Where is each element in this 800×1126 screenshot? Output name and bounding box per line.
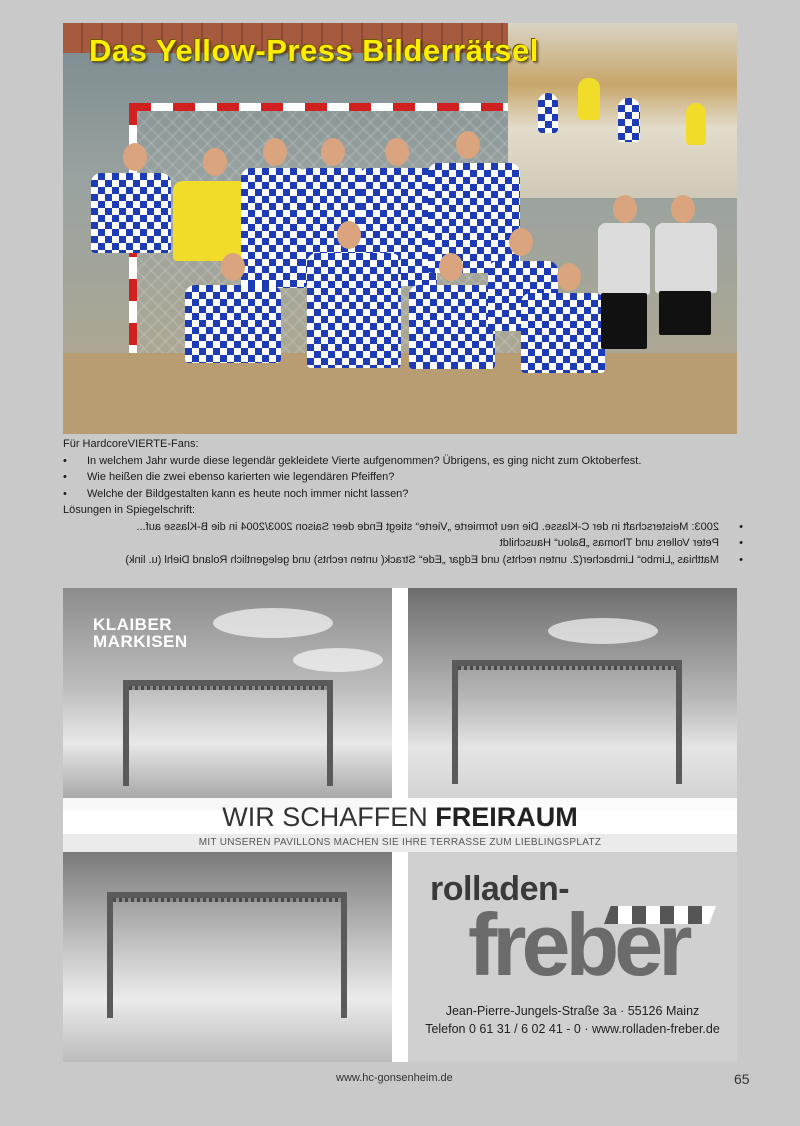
player-head [509, 228, 533, 256]
pavilion-photo-1 [63, 588, 392, 810]
referee-head [671, 195, 695, 223]
player [91, 173, 171, 253]
player-head [385, 138, 409, 166]
quiz-questions [63, 453, 743, 503]
company-phone: Telefon 0 61 31 / 6 02 41 - 0 · www.rolladen-freber.de [425, 1022, 720, 1036]
player-head [439, 253, 463, 281]
quiz-text [63, 436, 743, 568]
inset-player [538, 93, 558, 133]
team-photo [63, 23, 737, 434]
solution-item: • 2003: Meisterschaft in der C-Klasse. Die neu formierte „Vierte“ stiegt Ende deer Saison 2003/2004 in die B-Klasse auf... [63, 519, 743, 536]
advertisement [63, 588, 737, 1062]
quiz-question: • Wie heißen die zwei ebenso karierten wie legendären Pfeiffen? [63, 469, 743, 486]
quiz-question: • In welchem Jahr wurde diese legendär gekleidete Vierte aufgenommen? Übrigens, es ging nicht zum Oktoberfest. [63, 453, 743, 470]
slogan-bold: FREIRAUM [435, 802, 578, 832]
quiz-question: • Welche der Bildgestalten kann es heute noch immer nicht lassen? [63, 486, 743, 503]
ad-slogan [63, 802, 737, 833]
referee-shorts [659, 291, 711, 335]
referee [598, 223, 650, 295]
brand-line: MARKISEN [93, 632, 188, 651]
company-address: Jean-Pierre-Jungels-Straße 3a · 55126 Mainz [445, 1004, 700, 1018]
referee-head [613, 195, 637, 223]
klaiber-logo [93, 616, 188, 650]
slogan-plain: WIR SCHAFFEN [222, 802, 436, 832]
player-head [123, 143, 147, 171]
pavilion-frame [123, 680, 333, 786]
inset-player [578, 78, 600, 120]
player [307, 253, 401, 368]
footer-url: www.hc-gonsenheim.de [336, 1072, 453, 1084]
brand-line: KLAIBER [93, 615, 173, 634]
pavilion-photo-3 [63, 852, 392, 1062]
player [241, 168, 307, 288]
player-head [456, 131, 480, 159]
player-head [263, 138, 287, 166]
cloud [293, 648, 383, 672]
pavilion-photo-2 [408, 588, 737, 810]
player-head [337, 221, 361, 249]
logo-top-text: rolladen- [430, 870, 570, 908]
pavilion-frame [452, 660, 682, 784]
solutions-heading: Lösungen in Spiegelschrift: [63, 504, 196, 516]
logo-main-text: freber [468, 895, 688, 994]
inset-player [618, 98, 640, 142]
player-head [203, 148, 227, 176]
player-head [557, 263, 581, 291]
player-head [321, 138, 345, 166]
solution-item: • Peter Vollers und Thomas „Balou“ Hauschildt [63, 535, 743, 552]
mirrored-solutions [63, 519, 743, 569]
player [521, 293, 605, 373]
player [185, 285, 281, 363]
referee [655, 223, 717, 293]
referee-shorts [601, 293, 647, 349]
ad-subline: MIT UNSEREN PAVILLONS MACHEN SIE IHRE TERRASSE ZUM LIEBLINGSPLATZ [63, 834, 737, 852]
goalkeeper [173, 181, 251, 261]
pavilion-frame [107, 892, 347, 1018]
cloud [548, 618, 658, 644]
player [409, 285, 495, 369]
photo-title: Das Yellow-Press Bilderrätsel [89, 33, 539, 68]
action-inset-photo [508, 23, 737, 198]
cloud [213, 608, 333, 638]
company-contact [408, 1002, 737, 1038]
player-head [221, 253, 245, 281]
inset-player [686, 103, 706, 145]
freber-panel [408, 852, 737, 1062]
solution-item: • Matthias „Limbo“ Limbacher(2. unten rechts) und Edgar „Ede“ Strack( unten rechts) und gelegentlich Roland Diehl (u. link) [63, 552, 743, 569]
page-number: 65 [734, 1071, 750, 1087]
quiz-heading: Für HardcoreVIERTE-Fans: [63, 438, 199, 450]
goal-crossbar [129, 103, 519, 111]
